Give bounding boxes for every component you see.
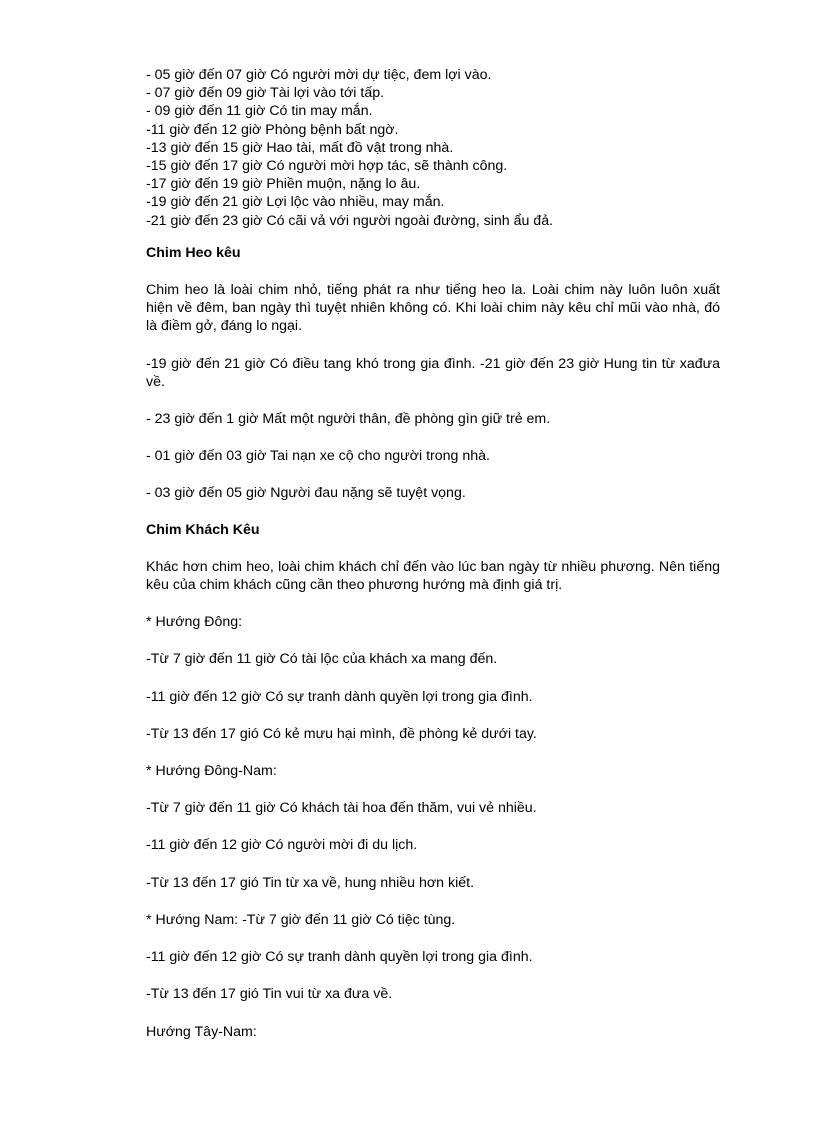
- khach-heading: Chim Khách Kêu: [146, 521, 260, 538]
- list-item: -Từ 13 đến 17 gió Tin vui từ xa đưa về.: [146, 986, 393, 1003]
- list-item: -15 giờ đến 17 giờ Có người mời hợp tác, sẽ thành công.: [146, 158, 508, 175]
- list-item: -17 giờ đến 19 giờ Phiền muộn, nặng lo âu.: [146, 176, 421, 193]
- list-item: -21 giờ đến 23 giờ Có cãi vả với người ngoài đường, sinh ẩu đả.: [146, 212, 554, 229]
- list-item: -Từ 7 giờ đến 11 giờ Có khách tài hoa đến thăm, vui vẻ nhiều.: [146, 800, 537, 817]
- list-item: -11 giờ đến 12 giờ Có người mời đi du lịch.: [146, 837, 418, 854]
- first-list: [146, 66, 720, 230]
- list-item: -11 giờ đến 12 giờ Có sự tranh dành quyền lợi trong gia đình.: [146, 688, 533, 705]
- list-item: -13 giờ đến 15 giờ Hao tài, mất đồ vật trong nhà.: [146, 139, 454, 156]
- list-item: - 09 giờ đến 11 giờ Có tin may mắn.: [146, 103, 373, 120]
- direction-heading: * Hướng Đông:: [146, 614, 243, 631]
- list-item: - 01 giờ đến 03 giờ Tai nạn xe cộ cho người trong nhà.: [146, 448, 490, 465]
- list-item: -11 giờ đến 12 giờ Phòng bệnh bất ngờ.: [146, 121, 399, 138]
- khach-intro: Khác hơn chim heo, loài chim khách chỉ đến vào lúc ban ngày từ nhiều phương. Nên tiếng kêu của chim khách cũng cần theo phương hướng mà định giá trị.: [146, 558, 720, 594]
- list-item: -Từ 13 đến 17 gió Có kẻ mưu hại mình, đề phòng kẻ dưới tay.: [146, 725, 537, 742]
- list-item: - 07 giờ đến 09 giờ Tài lợi vào tới tấp.: [146, 85, 385, 102]
- direction-heading: * Hướng Nam: -Từ 7 giờ đến 11 giờ Có tiệc tùng.: [146, 911, 456, 928]
- list-item: - 03 giờ đến 05 giờ Người đau nặng sẽ tuyệt vọng.: [146, 485, 466, 502]
- list-item: -19 giờ đến 21 giờ Có điều tang khó trong gia đình. -21 giờ đến 23 giờ Hung tin từ xađưa về.: [146, 355, 720, 390]
- list-item: -Từ 7 giờ đến 11 giờ Có tài lộc của khách xa mang đến.: [146, 651, 498, 668]
- list-item: -19 giờ đến 21 giờ Lợi lộc vào nhiều, may mắn.: [146, 194, 445, 211]
- list-item: -11 giờ đến 12 giờ Có sự tranh dành quyền lợi trong gia đình.: [146, 949, 533, 966]
- heo-heading: Chim Heo kêu: [146, 244, 241, 261]
- list-item: - 23 giờ đến 1 giờ Mất một người thân, đề phòng gìn giữ trẻ em.: [146, 411, 551, 428]
- heo-intro: Chim heo là loài chim nhỏ, tiếng phát ra như tiếng heo la. Loài chim này luôn luôn xuất hiện về đêm, ban ngày thì tuyệt nhiên không có. Khi loài chim này kêu chỉ mũi vào nhà, đó là điềm gở, đáng lo ngại.: [146, 282, 720, 335]
- document-page: [146, 66, 720, 1041]
- direction-heading: Hướng Tây-Nam:: [146, 1023, 257, 1040]
- list-item: - 05 giờ đến 07 giờ Có người mời dự tiệc, đem lợi vào.: [146, 67, 492, 83]
- list-item: -Từ 13 đến 17 gió Tin từ xa về, hung nhiều hơn kiết.: [146, 874, 475, 891]
- direction-heading: * Hướng Đông-Nam:: [146, 763, 277, 780]
